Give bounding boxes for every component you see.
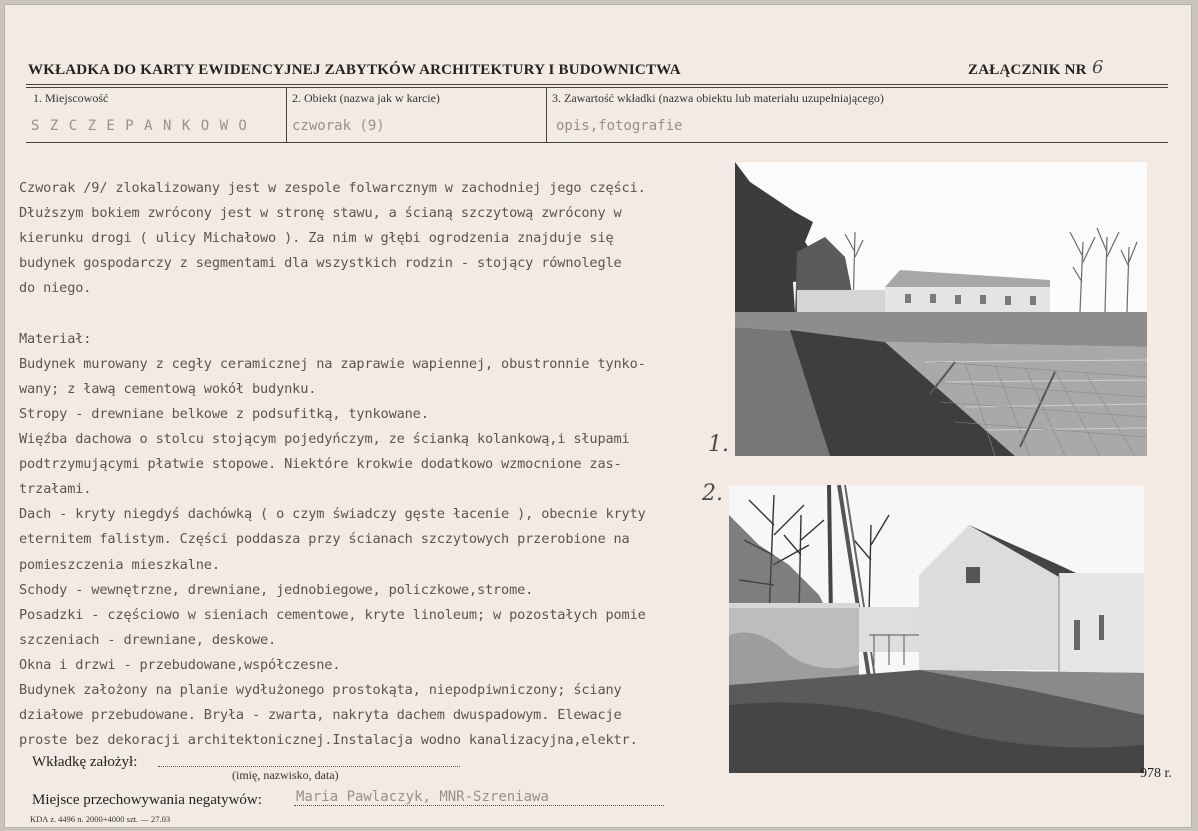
print-info: KDA z. 4496 n. 2000+4000 szt. — 27.03: [30, 814, 171, 824]
form-title: WKŁADKA DO KARTY EWIDENCYJNEJ ZABYTKÓW ARCHITEKTURY I BUDOWNICTWA: [28, 62, 681, 78]
description-line: proste bez dekoracji architektonicznej.Instalacja wodno kanalizacyjna,elektr.: [19, 732, 638, 749]
storage-place: MNR-Szreniawa: [439, 789, 549, 805]
field-divider-1: [286, 87, 287, 143]
description-line: działowe przebudowane. Bryła - zwarta, nakryta dachem dwuspadowym. Elewacje: [19, 707, 622, 724]
storage-dotted-line: [294, 805, 664, 806]
photo-1: [735, 162, 1147, 456]
description-line: Materiał:: [19, 330, 92, 347]
description-line: eternitem falistym. Części poddasza przy ścianach szczytowych przerobione na: [19, 531, 630, 548]
description-line: Więźba dachowa o stolcu stojącym pojedyńczym, ze ścianką kolankową,i słupami: [19, 431, 630, 447]
description-line: Okna i drzwi - przebudowane,współczesne.: [19, 656, 341, 673]
description-line: pomieszczenia mieszkalne.: [19, 556, 220, 573]
made-by-hint: (imię, nazwisko, data): [232, 768, 339, 782]
attachment-number: 6: [1092, 57, 1104, 78]
photo-1-image: [735, 162, 1147, 456]
field-2-label: 2. Obiekt (nazwa jak w karcie): [292, 91, 440, 105]
description-line: Dłuższym bokiem zwrócony jest w stronę stawu, a ścianą szczytową zwrócony w: [19, 205, 622, 222]
field-3-label: 3. Zawartość wkładki (nazwa obiektu lub materiału uzupełniającego): [552, 91, 884, 105]
storage-label: Miejsce przechowywania negatywów:: [32, 792, 262, 808]
description-line: Czworak /9/ zlokalizowany jest w zespole folwarcznym w zachodniej jego części.: [19, 180, 646, 196]
description-line: Posadzki - częściowo w sieniach cementowe, kryte linoleum; w pozostałych pomie: [19, 606, 646, 623]
description-line: trzałami.: [19, 481, 92, 498]
storage-name: Maria Pawlaczyk: [296, 789, 423, 805]
description-line: szczeniach - drewniane, deskowe.: [19, 631, 277, 648]
storage-sep: ,: [422, 789, 431, 805]
description-line: podtrzymującymi płatwie stopowe. Niektóre krokwie dodatkowo wzmocnione zas-: [19, 456, 622, 473]
attachment-label: ZAŁĄCZNIK NR: [968, 62, 1087, 78]
description-line: budynek gospodarczy z segmentami dla wszystkich rodzin - stojący równolegle: [19, 255, 622, 272]
description-line: Budynek murowany z cegły ceramicznej na zaprawie wapiennej, obustronnie tynko-: [19, 355, 646, 372]
header-rule-bottom: [26, 142, 1168, 143]
description-line: Budynek założony na planie wydłużonego prostokąta, niepodpiwniczony; ściany: [19, 682, 622, 698]
header-rule-top-2: [26, 87, 1168, 88]
made-by-label: Wkładkę założył:: [32, 754, 138, 770]
photo-1-number: 1.: [708, 432, 729, 457]
field-1-value: S Z C Z E P A N K O W O: [31, 118, 248, 134]
form-card: [4, 4, 1192, 828]
description-line: do niego.: [19, 280, 92, 297]
description-line: Dach - kryty niegdyś dachówką ( o czym świadczy gęste łacenie ), obecnie kryty: [19, 506, 646, 523]
description-line: kierunku drogi ( ulicy Michałowo ). Za nim w głębi ogrodzenia znajduje się: [19, 230, 614, 247]
year-suffix: 978 r.: [1140, 766, 1172, 781]
description-line: Stropy - drewniane belkowe z podsufitką, tynkowane.: [19, 405, 429, 422]
photo-2-number: 2.: [702, 481, 723, 506]
photo-2-image: [729, 485, 1144, 773]
description-line: wany; z ławą cementową wokół budynku.: [19, 380, 317, 397]
field-1-label: 1. Miejscowość: [33, 91, 109, 105]
field-3-value: opis,fotografie: [556, 118, 683, 134]
photo-2: [729, 485, 1144, 773]
field-2-value: czworak (9): [292, 118, 385, 134]
description-line: Schody - wewnętrzne, drewniane, jednobiegowe, policzkowe,strome.: [19, 581, 534, 598]
storage-value: [296, 789, 549, 805]
header-rule-top: [26, 84, 1168, 85]
field-divider-2: [546, 87, 547, 143]
made-by-dotted-line: [158, 766, 460, 767]
